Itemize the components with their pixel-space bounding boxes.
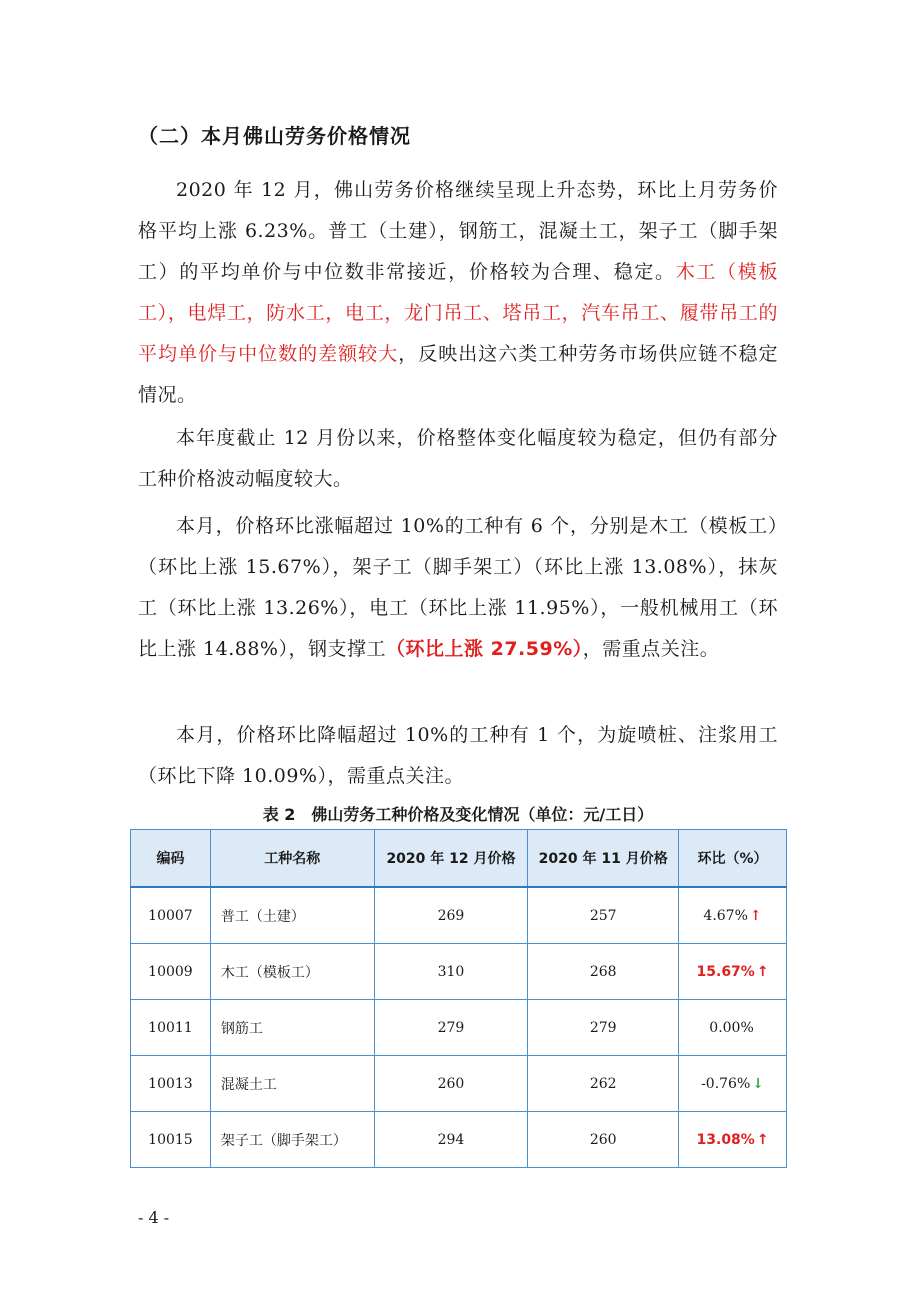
change-value: -0.76% <box>701 1075 751 1092</box>
cell-change <box>679 1000 787 1056</box>
table-header-row <box>131 830 787 888</box>
header-change: 环比（%） <box>679 830 787 888</box>
table-row <box>131 944 787 1000</box>
cell-name: 混凝土工 <box>210 1056 374 1112</box>
table-caption: 表 2 佛山劳务工种价格及变化情况（单位：元/工日） <box>262 805 654 824</box>
cell-code: 10015 <box>131 1112 211 1168</box>
arrow-down-icon: ↓ <box>752 1075 765 1092</box>
cell-nov-price: 279 <box>528 1000 679 1056</box>
header-dec-price: 2020 年 12 月价格 <box>374 830 528 888</box>
cell-name: 木工（模板工） <box>210 944 374 1000</box>
cell-nov-price: 257 <box>528 887 679 944</box>
cell-change <box>679 1112 787 1168</box>
cell-change <box>679 944 787 1000</box>
cell-name: 架子工（脚手架工） <box>210 1112 374 1168</box>
section-heading: （二）本月佛山劳务价格情况 <box>138 124 411 148</box>
header-code: 编码 <box>131 830 211 888</box>
paragraph-yearly-overview: 本年度截止 12 月份以来，价格整体变化幅度较为稳定，但仍有部分工种价格波动幅度较大。 <box>138 427 778 490</box>
arrow-up-icon: ↑ <box>756 1131 769 1148</box>
cell-nov-price: 262 <box>528 1056 679 1112</box>
cell-dec-price: 310 <box>374 944 528 1000</box>
highlight-text: 木工（模板工），电焊工，防水工，电工，龙门吊工、塔吊工，汽车吊工、履带吊工的平均单价与中位数的差额较大 <box>138 261 778 365</box>
paragraph-tail-text: ，反映出这六类工种劳务市场供应链不稳定情况。 <box>138 343 778 406</box>
paragraph-price-trend <box>138 170 778 416</box>
page-number: - 4 - <box>138 1208 170 1227</box>
cell-name: 普工（土建） <box>210 887 374 944</box>
table-row <box>131 1056 787 1112</box>
cell-dec-price: 269 <box>374 887 528 944</box>
cell-dec-price: 260 <box>374 1056 528 1112</box>
table-row <box>131 1112 787 1168</box>
paragraph-tail-text: ，需重点关注。 <box>582 638 720 660</box>
paragraph-fall-summary: 本月，价格环比降幅超过 10%的工种有 1 个，为旋喷桩、注浆用工（环比下降 10.09%），需重点关注。 <box>138 724 778 787</box>
labor-price-table <box>130 829 787 1168</box>
arrow-up-icon: ↑ <box>756 963 769 980</box>
cell-dec-price: 279 <box>374 1000 528 1056</box>
change-value: 4.67% <box>703 907 748 924</box>
cell-change <box>679 887 787 944</box>
arrow-up-icon: ↑ <box>749 907 762 924</box>
paragraph-rise-summary <box>138 506 778 670</box>
header-nov-price: 2020 年 11 月价格 <box>528 830 679 888</box>
cell-code: 10013 <box>131 1056 211 1112</box>
highlight-text: （环比上涨 27.59%） <box>386 638 583 660</box>
paragraph-lead-text: 2020 年 12 月，佛山劳务价格继续呈现上升态势，环比上月劳务价格平均上涨 6.23%。普工（土建），钢筋工，混凝土工，架子工（脚手架工）的平均单价与中位数非常接近，价格较为合理、稳定。 <box>138 179 778 283</box>
change-value: 0.00% <box>709 1019 754 1036</box>
cell-code: 10011 <box>131 1000 211 1056</box>
cell-code: 10009 <box>131 944 211 1000</box>
cell-dec-price: 294 <box>374 1112 528 1168</box>
cell-nov-price: 260 <box>528 1112 679 1168</box>
table-row <box>131 1000 787 1056</box>
change-value: 13.08% <box>696 1131 755 1148</box>
paragraph-lead-text: 本月，价格环比涨幅超过 10%的工种有 6 个，分别是木工（模板工）（环比上涨 15.67%），架子工（脚手架工）（环比上涨 13.08%），抹灰工（环比上涨 13.26%），电工（环比上涨 11.95%），一般机械用工（环比上涨 14.88%），钢支撑工 <box>138 515 778 660</box>
table-row <box>131 887 787 944</box>
cell-nov-price: 268 <box>528 944 679 1000</box>
cell-name: 钢筋工 <box>210 1000 374 1056</box>
header-name: 工种名称 <box>210 830 374 888</box>
cell-code: 10007 <box>131 887 211 944</box>
cell-change <box>679 1056 787 1112</box>
change-value: 15.67% <box>696 963 755 980</box>
